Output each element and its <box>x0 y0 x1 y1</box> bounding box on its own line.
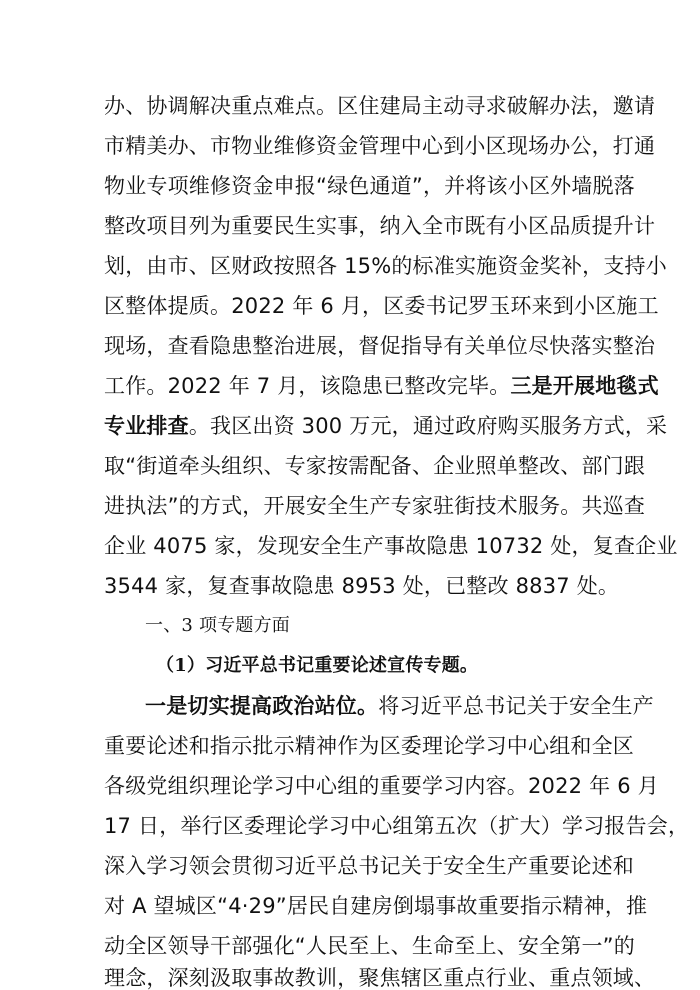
subsection-heading: （1）习近平总书记重要论述宣传专题。 <box>156 655 479 676</box>
body-text-line: 对 A 望城区“4·29”居民自建房倒塌事故重要指示精神，推 <box>104 894 648 918</box>
body-text-line: 取“街道牵头组织、专家按需配备、企业照单整改、部门跟 <box>104 454 646 478</box>
body-text-line: 企业 4075 家，发现安全生产事故隐患 10732 处，复查企业 <box>104 534 678 558</box>
bold-point-label: 三是开展地毯式 <box>510 374 659 398</box>
body-text-line: 办、协调解决重点难点。区住建局主动寻求破解办法，邀请 <box>104 94 656 118</box>
body-text-line: 进执法”的方式，开展安全生产专家驻街技术服务。共巡查 <box>104 494 646 518</box>
body-text-line <box>104 406 668 446</box>
section-heading: 一、3 项专题方面 <box>145 615 290 636</box>
body-text-line: 重要论述和指示批示精神作为区委理论学习中心组和全区 <box>104 734 634 758</box>
body-text-segment: 。我区出资 300 万元，通过政府购买服务方式，采 <box>188 414 668 438</box>
body-text-line: 各级党组织理论学习中心组的重要学习内容。2022 年 6 月 <box>104 774 659 798</box>
body-text-line: 动全区领导干部强化“人民至上、生命至上、安全第一”的 <box>104 934 635 958</box>
body-text-line: 理念，深刻汲取事故教训，聚焦辖区重点行业、重点领域、 <box>104 966 656 990</box>
body-text-line: 物业专项维修资金申报“绿色通道”，并将该小区外墙脱落 <box>104 174 635 198</box>
body-text-line: 深入学习领会贯彻习近平总书记关于安全生产重要论述和 <box>104 854 634 878</box>
body-text-line: 3544 家，复查事故隐患 8953 处，已整改 8837 处。 <box>104 574 620 598</box>
body-text-line <box>104 366 659 406</box>
bold-point-label: 一是切实提高政治站位。 <box>145 694 379 718</box>
body-text-line: 市精美办、市物业维修资金管理中心到小区现场办公，打通 <box>104 134 656 158</box>
body-text-line: 现场，查看隐患整治进展，督促指导有关单位尽快落实整治 <box>104 334 656 358</box>
bold-point-label: 专业排查 <box>104 414 189 438</box>
body-text-line: 17 日，举行区委理论学习中心组第五次（扩大）学习报告会， <box>104 814 690 838</box>
body-text-line: 区整体提质。2022 年 6 月，区委书记罗玉环来到小区施工 <box>104 294 659 318</box>
body-text-line: 整改项目列为重要民生实事，纳入全市既有小区品质提升计 <box>104 214 656 238</box>
body-text-line <box>145 686 654 726</box>
body-text-segment: 工作。2022 年 7 月，该隐患已整改完毕。 <box>104 374 511 398</box>
body-text-segment: 将习近平总书记关于安全生产 <box>378 694 654 718</box>
body-text-line: 划，由市、区财政按照各 15%的标准实施资金奖补，支持小 <box>104 254 667 278</box>
